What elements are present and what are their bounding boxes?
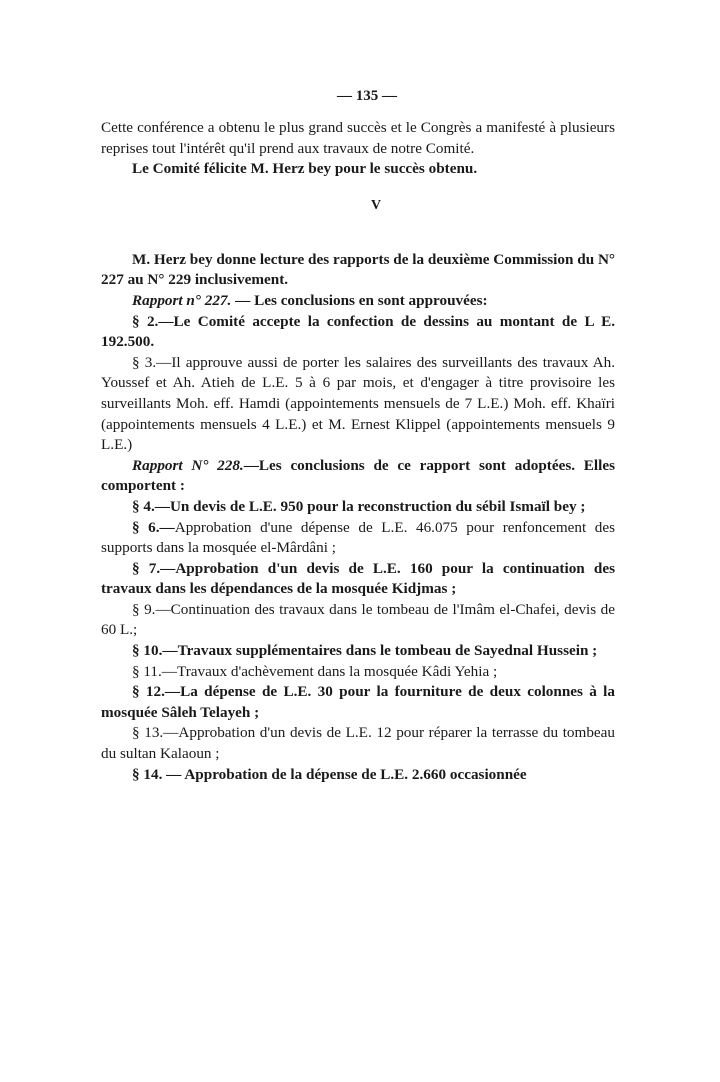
item-paragraph: [101, 723, 615, 764]
item-number: § 12.—: [132, 683, 181, 701]
item-paragraph: [101, 662, 615, 683]
item-number: § 2.—: [132, 312, 174, 330]
rapport-227-label: Rapport n° 227.: [132, 291, 232, 309]
section-intro-text: M. Herz bey donne lecture des rapports de la deuxième Commission du N° 227 au N° 229 inclusivement.: [101, 250, 615, 289]
item-number: § 10.—: [132, 642, 178, 660]
rapport-228-text: —Les conclusions de ce rapport sont adoptées. Elles comportent :: [101, 456, 615, 495]
item-text: Il approuve aussi de porter les salaires des surveillants des travaux Ah. Youssef et Ah. Atieh de L.E. 5 à 6 par mois, et d'engager à titre provisoire les surveillants Moh. eff. Hamdi (appointements mensuels de 7 L.E.) Moh. eff. Khaïri (appointements mensuels 4 L.E.) et M. Ernest Klippel (appointements mensuels 9 L.E.): [101, 353, 616, 454]
item-paragraph: [101, 765, 615, 786]
item-text: Approbation d'un devis de L.E. 12 pour réparer la terrasse du tombeau du sultan Kalaoun ;: [101, 724, 616, 763]
section-intro: [101, 250, 615, 291]
item-paragraph: [101, 353, 615, 456]
item-text: Travaux supplémentaires dans le tombeau de Sayednal Hussein ;: [177, 642, 598, 660]
item-paragraph: [101, 312, 615, 353]
item-number: § 9.—: [132, 600, 171, 618]
page-number: — 135 —: [337, 88, 397, 104]
item-paragraph: [101, 497, 615, 518]
rapport-227: [101, 291, 615, 312]
item-text: Travaux d'achèvement dans la mosquée Kâdi Yehia ;: [177, 662, 498, 680]
item-text: Approbation d'un devis de L.E. 160 pour la continuation des travaux dans les dépendances de la mosquée Kidjmas ;: [101, 559, 615, 598]
item-number: § 7.—: [132, 559, 176, 577]
item-text: Approbation de la dépense de L.E. 2.660 occasionnée: [184, 765, 527, 783]
item-number: § 4.—: [132, 497, 170, 515]
document-page: [101, 84, 615, 785]
item-text: Le Comité accepte la confection de dessins au montant de L E. 192.500.: [101, 312, 616, 351]
rapport-228: [101, 456, 615, 497]
item-paragraph: [101, 600, 615, 641]
item-paragraph: [101, 682, 615, 723]
item-text: Approbation d'une dépense de L.E. 46.075 pour renfoncement des supports dans la mosquée el-Mârdâni ;: [101, 518, 615, 557]
paragraph-congratulations: Le Comité félicite M. Herz bey pour le succès obtenu.: [132, 160, 478, 178]
item-number: § 13.—: [132, 724, 179, 742]
item-text: Continuation des travaux dans le tombeau de l'Imâm el-Chafei, devis de 60 L.;: [101, 600, 615, 639]
rapport-228-label: Rapport N° 228.: [132, 456, 244, 474]
item-number: § 3.—: [132, 353, 172, 371]
item-paragraph: [101, 559, 615, 600]
paragraph-conference: Cette conférence a obtenu le plus grand succès et le Congrès a manifesté à plusieurs reprises tout l'intérêt qu'il prend aux travaux de notre Comité.: [101, 119, 615, 157]
item-number: § 14. —: [132, 765, 185, 783]
item-number: § 11.—: [132, 662, 177, 680]
item-text: Un devis de L.E. 950 pour la reconstruction du sébil Ismaïl bey ;: [169, 497, 586, 515]
section-heading: V: [370, 197, 382, 213]
item-number: § 6.—: [132, 518, 175, 536]
item-paragraph: [101, 641, 615, 662]
item-paragraph: [101, 518, 615, 559]
item-text: La dépense de L.E. 30 pour la fourniture de deux colonnes à la mosquée Sâleh Telayeh ;: [101, 683, 615, 721]
rapport-227-text: — Les conclusions en sont approuvées:: [231, 291, 488, 309]
